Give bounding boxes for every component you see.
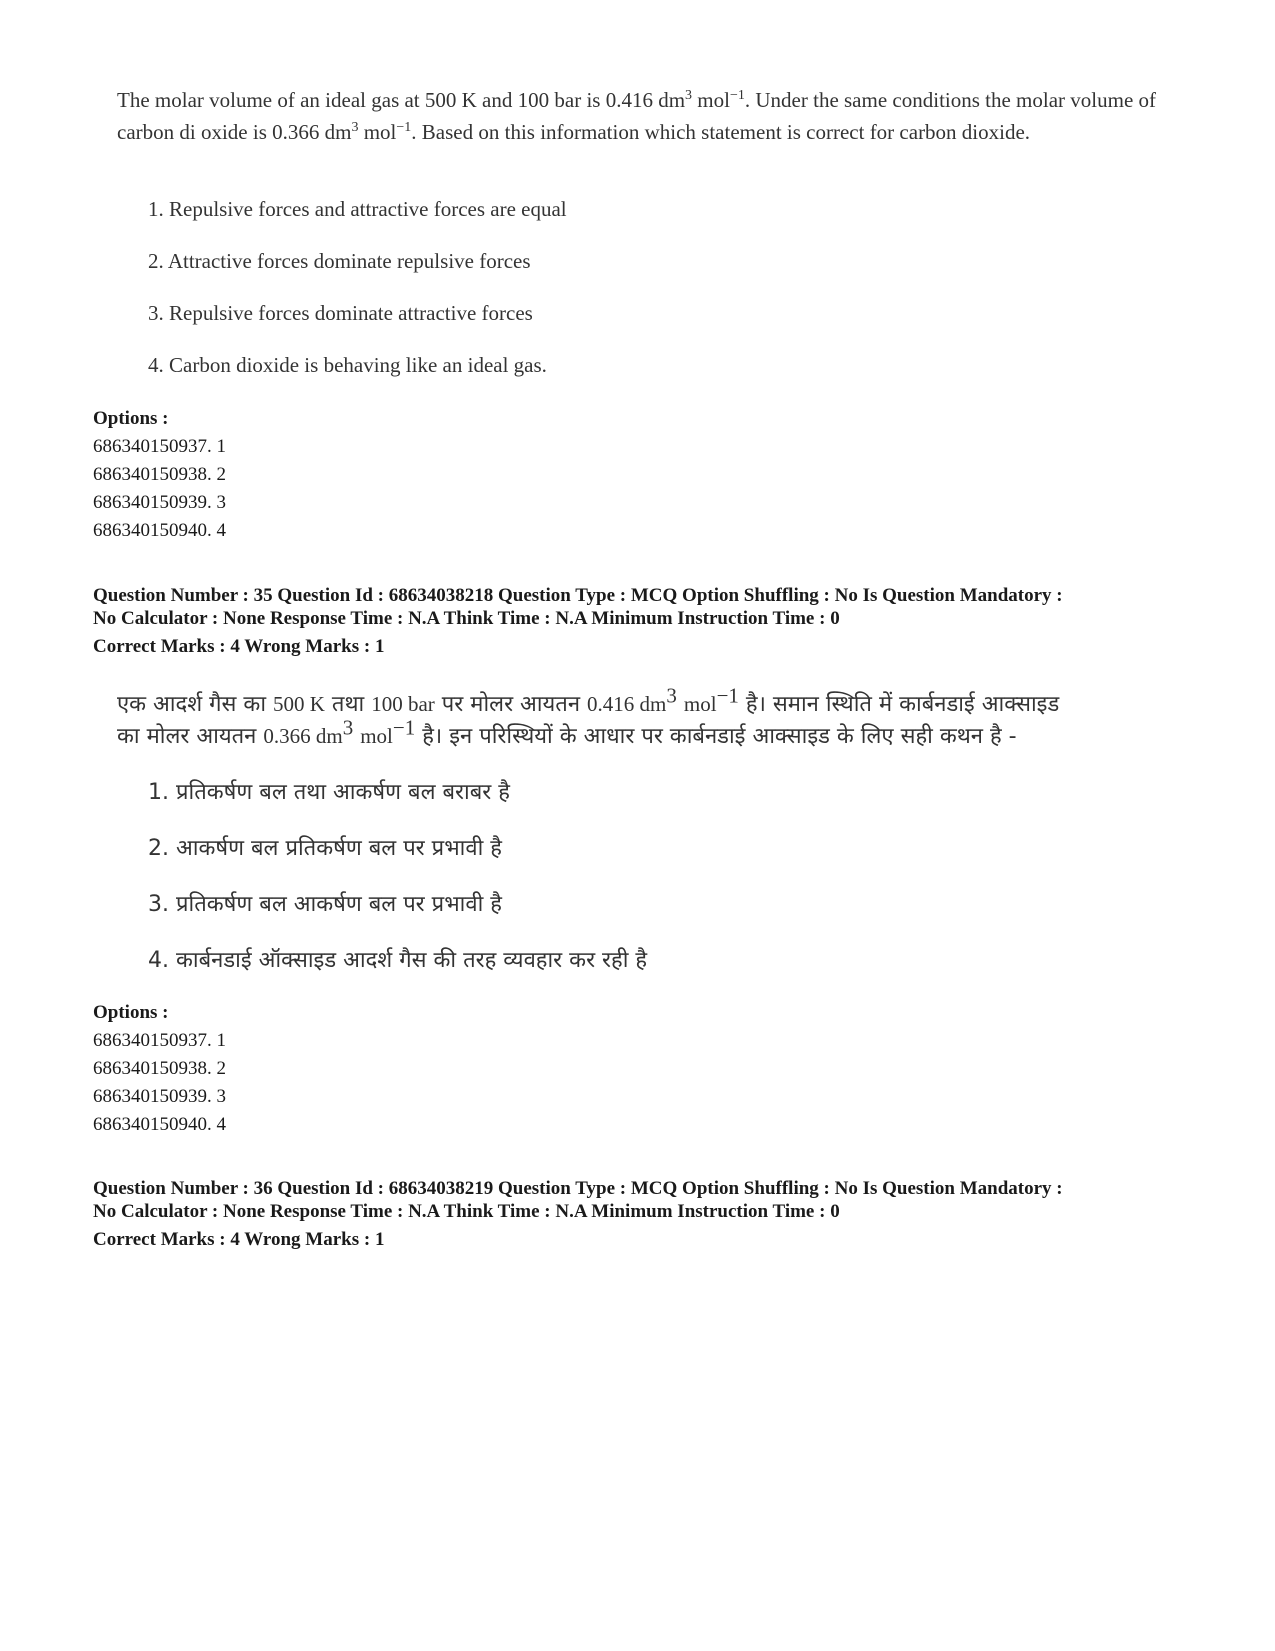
- q34-choice-4: 4. Carbon dioxide is behaving like an ideal gas.: [148, 353, 547, 377]
- q34-option-3: 686340150939. 3: [93, 492, 226, 513]
- superscript: 3: [351, 120, 359, 135]
- q34-stem-part: mol: [697, 88, 730, 112]
- q36-meta-line-1: Question Number : 36 Question Id : 68634038219 Question Type : MCQ Option Shuffling : No Is Question Mandatory :: [93, 1178, 1063, 1199]
- q34-options-label: Options :: [93, 408, 169, 429]
- q35-option-2: 686340150938. 2: [93, 1058, 226, 1079]
- q35-option-4: 686340150940. 4: [93, 1114, 226, 1135]
- q35-choice-1: 1. प्रतिकर्षण बल तथा आकर्षण बल बराबर है: [148, 780, 510, 805]
- q34-stem-part: . Under the same conditions the molar volume of carbon di oxide is 0.366 dm: [117, 88, 1157, 144]
- superscript: −1: [716, 683, 739, 708]
- q35-choice-2: 2. आकर्षण बल प्रतिकर्षण बल पर प्रभावी है: [148, 836, 502, 861]
- q35-meta-line-2: No Calculator : None Response Time : N.A Think Time : N.A Minimum Instruction Time : 0: [93, 608, 840, 629]
- q34-question-text: [117, 84, 1177, 148]
- q34-choice-2: 2. Attractive forces dominate repulsive forces: [148, 249, 531, 273]
- q35-marks: Correct Marks : 4 Wrong Marks : 1: [93, 636, 385, 657]
- superscript: −1: [729, 88, 745, 103]
- q34-choice-1: 1. Repulsive forces and attractive forces are equal: [148, 197, 567, 221]
- q34-option-2: 686340150938. 2: [93, 464, 226, 485]
- superscript: −1: [392, 715, 416, 740]
- q34-stem-part: The molar volume of an ideal gas at 500 K and 100 bar is 0.416 dm: [117, 88, 686, 112]
- q34-option-4: 686340150940. 4: [93, 520, 226, 541]
- q35-question-line-2: का मोलर आयतन 0.366 $dm^3$ mol$^{-1}$ है। इन परिस्थियों के आधार पर कार्बनडाई आक्साइड के लिए सही कथन है -: [117, 715, 1017, 749]
- q35-option-1: 686340150937. 1: [93, 1030, 226, 1051]
- q36-meta-line-2: No Calculator : None Response Time : N.A Think Time : N.A Minimum Instruction Time : 0: [93, 1201, 840, 1222]
- q36-marks: Correct Marks : 4 Wrong Marks : 1: [93, 1229, 385, 1250]
- superscript: 3: [685, 88, 693, 103]
- q35-option-3: 686340150939. 3: [93, 1086, 226, 1107]
- q34-stem-part: . Based on this information which statement is correct for carbon dioxide.: [411, 120, 1031, 144]
- q34-option-1: 686340150937. 1: [93, 436, 226, 457]
- q34-stem-part: mol: [363, 120, 397, 144]
- q35-meta-line-1: Question Number : 35 Question Id : 68634038218 Question Type : MCQ Option Shuffling : No Is Question Mandatory :: [93, 585, 1063, 606]
- q34-choice-3: 3. Repulsive forces dominate attractive forces: [148, 301, 533, 325]
- q35-question-line-1: एक आदर्श गैस का 500 K तथा 100 bar पर मोलर आयतन 0.416 $dm^3$ mol$^{-1}$ है। समान स्थिति में कार्बनडाई आक्साइड: [117, 683, 1060, 717]
- superscript: −1: [396, 120, 412, 135]
- q35-choice-4: 4. कार्बनडाई ऑक्साइड आदर्श गैस की तरह व्यवहार कर रही है: [148, 948, 648, 973]
- q35-choice-3: 3. प्रतिकर्षण बल आकर्षण बल पर प्रभावी है: [148, 892, 502, 917]
- superscript: 3: [342, 715, 354, 740]
- superscript: 3: [666, 683, 677, 708]
- q35-options-label: Options :: [93, 1002, 169, 1023]
